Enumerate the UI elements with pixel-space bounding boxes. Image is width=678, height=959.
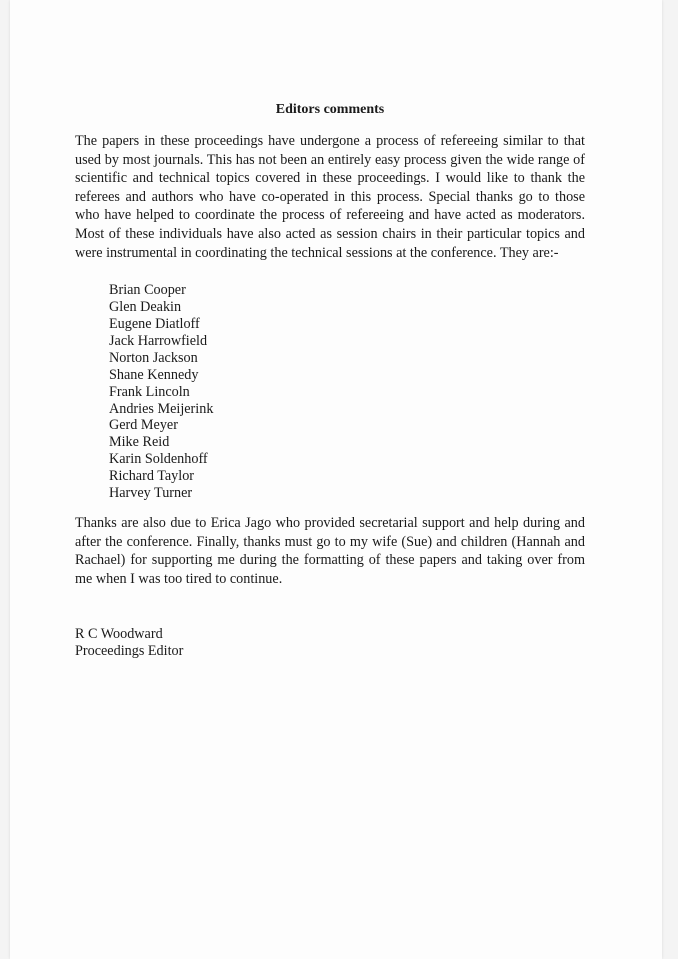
document-body <box>75 100 585 659</box>
list-item: Brian Cooper <box>109 282 186 299</box>
list-item: Karin Soldenhoff <box>109 451 208 468</box>
document-page <box>10 0 662 959</box>
list-item: Andries Meijerink <box>109 400 214 417</box>
list-item: Mike Reid <box>109 434 170 451</box>
signature-title: Proceedings Editor <box>75 642 184 659</box>
list-item: Frank Lincoln <box>109 383 190 400</box>
list-item: Norton Jackson <box>109 349 198 366</box>
list-item: Eugene Diatloff <box>109 315 200 332</box>
list-item: Shane Kennedy <box>109 366 199 383</box>
signature-block <box>75 626 585 659</box>
page-heading: Editors comments <box>275 102 385 117</box>
signature-name: R C Woodward <box>75 626 163 643</box>
list-item: Gerd Meyer <box>109 417 178 434</box>
list-item: Harvey Turner <box>109 485 193 502</box>
list-item: Richard Taylor <box>109 468 195 485</box>
intro-paragraph: The papers in these proceedings have undergone a process of refereeing similar to that used by most journals. This has not been an entirely easy process given the wide range of scientific and technical topics covered in these proceedings. I would like to thank the referees and authors who have co-operated in this process. Special thanks go to those who have helped to coordinate the process of refereeing and have acted as moderators. Most of these individuals have also acted as session chairs in their particular topics and were instrumental in coordinating the technical sessions at the conference. They are:- <box>75 133 585 261</box>
list-item: Jack Harrowfield <box>109 332 208 349</box>
moderator-list <box>109 282 585 502</box>
list-item: Glen Deakin <box>109 299 182 316</box>
thanks-paragraph: Thanks are also due to Erica Jago who provided secretarial support and help during and after the conference. Finally, thanks must go to my wife (Sue) and children (Hannah and Rachael) for supporting me during the formatting of these papers and taking over from me when I was too tired to continue. <box>75 514 585 587</box>
